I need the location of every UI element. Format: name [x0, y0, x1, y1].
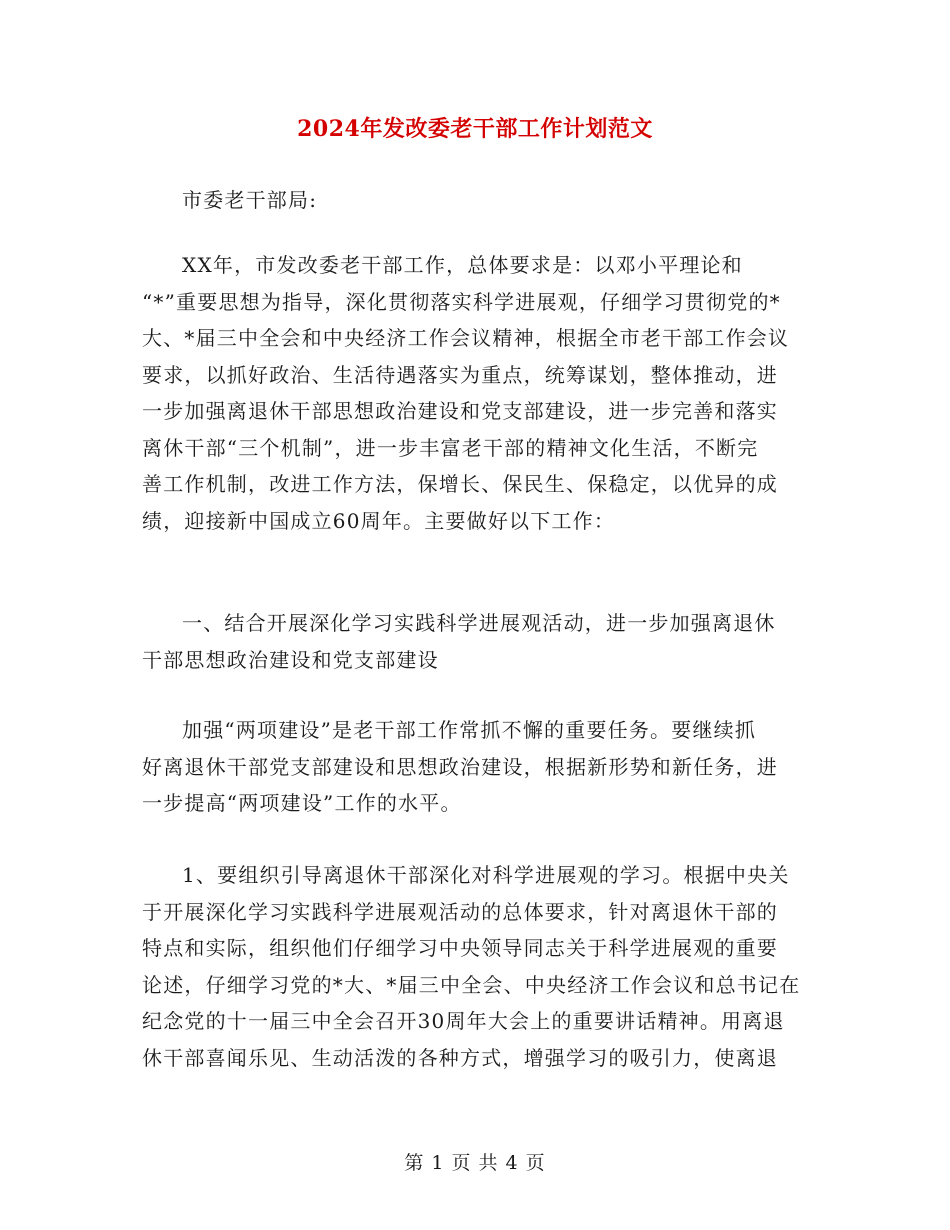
paragraph-line: 绩，迎接新中国成立60周年。主要做好以下工作： [142, 508, 616, 533]
salutation-text: 市委老干部局: [182, 188, 318, 212]
paragraph-line: 论述，仔细学习党的*大、*届三中全会、中央经济工作会议和总书记在 [142, 972, 801, 997]
paragraph-item-1 [142, 857, 822, 1076]
salutation [142, 182, 822, 219]
paragraph-line: “*”重要思想为指导，深化贯彻落实科学进展观，仔细学习贯彻党的* [142, 289, 781, 314]
heading-line: 一、结合开展深化学习实践科学进展观活动，进一步加强离退休 [182, 611, 776, 635]
paragraph-line: 要求，以抓好政治、生活待遇落实为重点，统筹谋划，整体推动，进 [142, 362, 778, 387]
document-title: 2024年发改委老干部工作计划范文 [297, 116, 653, 142]
paragraph-line: 一步提高“两项建设”工作的水平。 [142, 791, 462, 815]
paragraph-line: XX年，市发改委老干部工作，总体要求是：以邓小平理论和 [182, 253, 743, 277]
paragraph-line: 加强“两项建设”是老干部工作常抓不懈的重要任务。要继续抓 [182, 718, 757, 742]
paragraph-two-constructions [142, 712, 822, 822]
paragraph-line: 离休干部“三个机制”，进一步丰富老干部的精神文化生活，不断完 [142, 435, 759, 460]
paragraph-line: 休干部喜闻乐见、生动活泼的各种方式，增强学习的吸引力，使离退 [142, 1045, 778, 1070]
paragraph-line: 特点和实际，组织他们仔细学习中央领导同志关于科学进展观的重要 [142, 936, 778, 960]
paragraph-line: 1、要组织引导离退休干部深化对科学进展观的学习。根据中央关 [182, 863, 790, 887]
paragraph-line: 大、*届三中全会和中央经济工作会议精神，根据全市老干部工作会议 [142, 326, 790, 350]
paragraph-line: 于开展深化学习实践科学进展观活动的总体要求，针对离退休干部的 [142, 899, 778, 924]
paragraph-line: 善工作机制，改进工作方法，保增长、保民生、保稳定，以优异的成 [142, 472, 778, 496]
paragraph-line: 一步加强离退休干部思想政治建设和党支部建设，进一步完善和落实 [142, 399, 778, 423]
page-footer: 第 1 页 共 4 页 [404, 1152, 546, 1174]
heading-line: 干部思想政治建设和党支部建设 [142, 647, 439, 672]
paragraph-line: 纪念党的十一届三中全会召开30周年大会上的重要讲话精神。用离退 [142, 1009, 785, 1033]
paragraph-line: 好离退休干部党支部建设和思想政治建设，根据新形势和新任务，进 [142, 754, 778, 779]
paragraph-intro [142, 247, 822, 539]
section-heading-1 [142, 605, 822, 678]
